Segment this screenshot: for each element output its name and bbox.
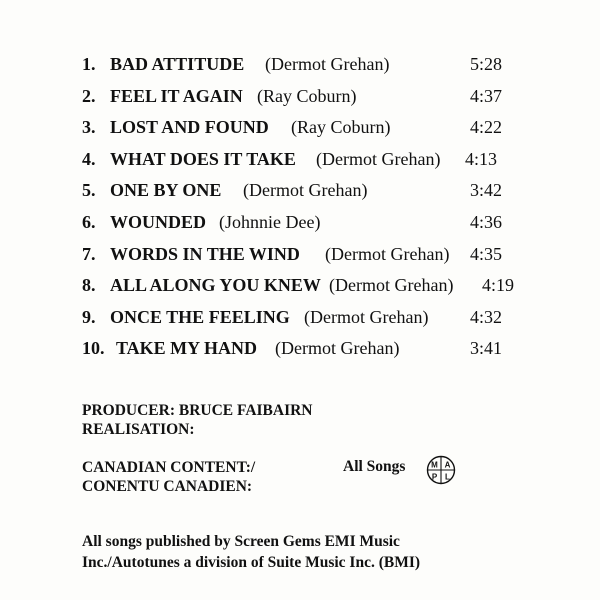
track-number: 6. xyxy=(82,211,96,232)
track-row xyxy=(82,82,552,114)
contenu-canadien-label: CONENTU CANADIEN: xyxy=(82,478,253,495)
track-number: 9. xyxy=(82,306,96,327)
track-number: 1. xyxy=(82,54,96,74)
track-writer: (Ray Coburn) xyxy=(257,85,357,106)
track-title: ONE BY ONE xyxy=(110,180,222,201)
track-row xyxy=(82,145,552,177)
track-duration: 4:35 xyxy=(470,243,503,264)
track-duration: 4:32 xyxy=(470,306,503,327)
maple-letter-m: M xyxy=(431,460,438,470)
maple-letter-p: P xyxy=(431,472,438,482)
track-title: WOUNDED xyxy=(110,211,207,232)
publisher-line: All songs published by Screen Gems EMI Music xyxy=(82,533,400,550)
track-writer: (Johnnie Dee) xyxy=(219,211,321,232)
track-title: FEEL IT AGAIN xyxy=(110,85,243,106)
track-number: 10. xyxy=(82,338,105,359)
publisher-line: Inc./Autotunes a division of Suite Music Inc. (BMI) xyxy=(82,554,421,571)
track-title: ALL ALONG YOU KNEW xyxy=(110,275,321,296)
track-writer: (Dermot Grehan) xyxy=(275,338,400,359)
track-row xyxy=(82,50,552,82)
track-row xyxy=(82,208,552,240)
track-duration: 4:37 xyxy=(470,85,503,106)
publisher-note xyxy=(82,531,542,573)
track-writer: (Ray Coburn) xyxy=(291,117,391,138)
track-row xyxy=(82,334,552,366)
track-duration: 4:36 xyxy=(470,211,503,232)
track-row xyxy=(82,271,552,303)
track-duration: 3:42 xyxy=(470,180,503,201)
canadian-content-label: CANADIAN CONTENT:/ xyxy=(82,459,256,476)
realisation-credit: REALISATION: xyxy=(82,421,195,438)
track-writer: (Dermot Grehan) xyxy=(329,275,454,296)
track-writer: (Dermot Grehan) xyxy=(316,148,441,169)
track-duration: 3:41 xyxy=(470,338,503,359)
track-number: 5. xyxy=(82,180,96,201)
track-writer: (Dermot Grehan) xyxy=(265,54,390,74)
track-title: ONCE THE FEELING xyxy=(110,306,290,327)
track-row xyxy=(82,113,552,145)
track-number: 7. xyxy=(82,243,96,264)
track-title: TAKE MY HAND xyxy=(116,338,257,359)
track-number: 4. xyxy=(82,148,96,169)
track-duration: 4:13 xyxy=(465,148,498,169)
all-songs-label: All Songs xyxy=(343,458,406,475)
track-row xyxy=(82,176,552,208)
maple-letter-a: A xyxy=(444,460,451,470)
track-title: LOST AND FOUND xyxy=(110,117,269,138)
track-writer: (Dermot Grehan) xyxy=(243,180,368,201)
track-number: 3. xyxy=(82,117,96,138)
track-number: 8. xyxy=(82,275,96,296)
track-row xyxy=(82,303,552,335)
track-title: WORDS IN THE WIND xyxy=(110,243,300,264)
track-title: BAD ATTITUDE xyxy=(110,54,245,74)
maple-logo-icon xyxy=(426,455,456,485)
track-row xyxy=(82,240,552,272)
track-duration: 4:22 xyxy=(470,117,503,138)
track-duration: 5:28 xyxy=(470,54,503,74)
track-title: WHAT DOES IT TAKE xyxy=(110,148,296,169)
producer-credit: PRODUCER: BRUCE FAIBAIRN xyxy=(82,402,313,419)
maple-letter-l: L xyxy=(445,472,450,482)
track-writer: (Dermot Grehan) xyxy=(325,243,450,264)
track-writer: (Dermot Grehan) xyxy=(304,306,429,327)
track-list xyxy=(82,50,552,366)
track-duration: 4:19 xyxy=(482,275,515,296)
track-number: 2. xyxy=(82,85,96,106)
